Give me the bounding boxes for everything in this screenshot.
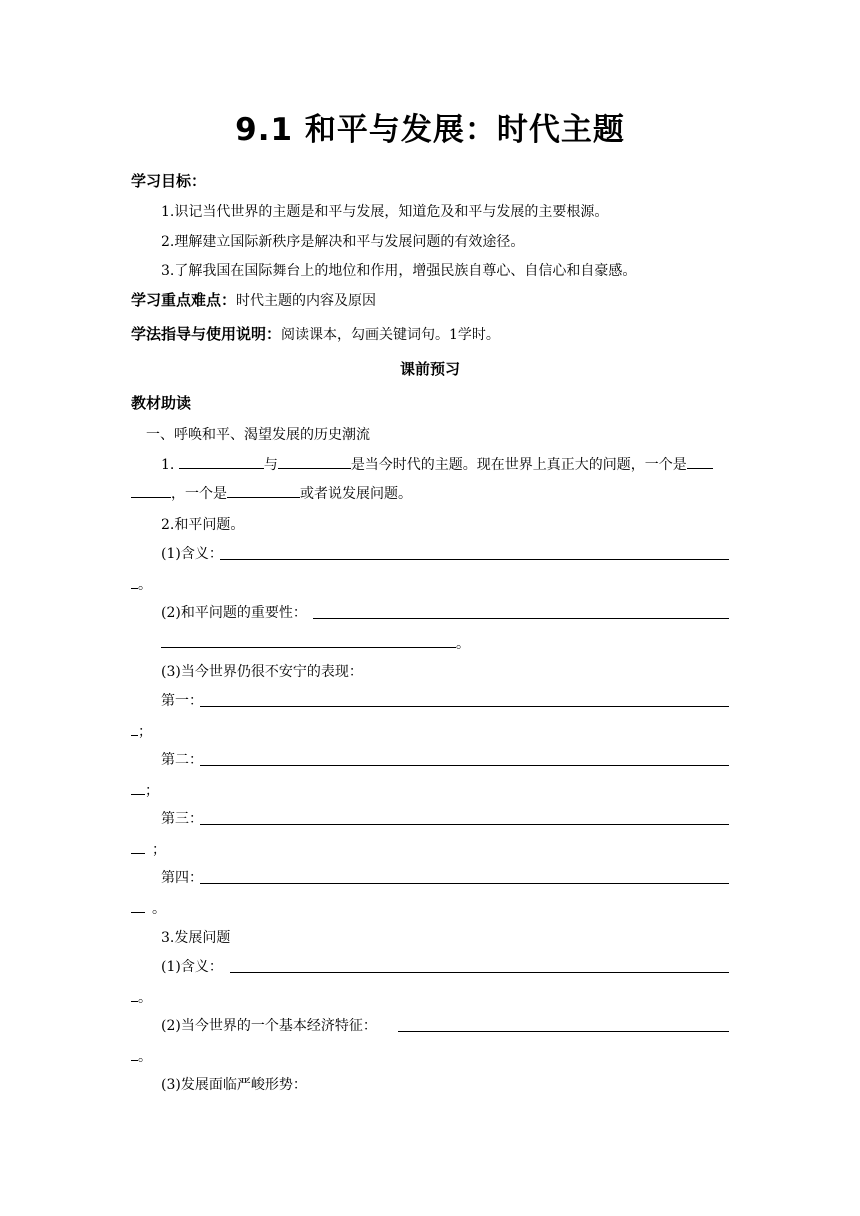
q1-line2 [131,483,412,503]
q1-end: 或者说发展问题。 [300,486,412,502]
semicolon-mark: ； [138,724,152,740]
q1-and: 与 [263,457,278,473]
objective-item: 1.识记当代世界的主题是和平与发展，知道危及和平与发展的主要根源。 [161,204,609,220]
period-mark: 。 [152,901,166,917]
answer-line[interactable] [200,765,729,766]
answer-line[interactable] [200,824,729,825]
answer-line[interactable] [131,735,138,736]
objective-item: 2.理解建立国际新秩序是解决和平与发展问题的有效途径。 [161,234,525,250]
key-points-row [131,289,376,310]
key-points-label: 学习重点难点： [131,291,237,309]
preview-heading: 课前预习 [399,360,460,378]
blank-field[interactable] [227,483,300,498]
period-mark: 。 [456,636,470,652]
answer-line[interactable] [131,1001,138,1002]
third-label: 第三： [161,811,203,827]
answer-line[interactable] [131,853,145,854]
q2-unrest-label: (3)当今世界仍很不安宁的表现： [161,664,363,680]
q3-severe-label: (3)发展面临严峻形势： [161,1077,307,1093]
q1-line1 [161,454,713,474]
second-label: 第二： [161,752,203,768]
q1-prefix: 1. [161,457,179,473]
page-title: 9.1 和平与发展：时代主题 [235,112,625,148]
q3-meaning-label: (1)含义： [161,959,223,975]
q2-importance-label: (2)和平问题的重要性： [161,605,307,621]
q1-mid: 是当今时代的主题。现在世界上真正大的问题，一个是 [350,457,687,473]
semicolon-mark: ； [152,842,166,858]
first-label: 第一： [161,693,203,709]
period-mark: 。 [138,990,152,1006]
answer-line[interactable] [200,706,729,707]
part1-title: 一、呼唤和平、渴望发展的历史潮流 [146,427,370,443]
answer-line[interactable] [131,1060,138,1061]
semicolon-mark: ； [145,783,159,799]
blank-field[interactable] [131,483,171,498]
answer-line[interactable] [200,883,729,884]
method-row [131,323,500,344]
q1-one-is: ，一个是 [171,486,227,502]
answer-line[interactable] [131,912,145,913]
answer-line[interactable] [220,559,729,560]
q3-title: 3.发展问题 [161,930,231,946]
period-mark: 。 [138,1049,152,1065]
answer-line[interactable] [131,588,138,589]
answer-line[interactable] [131,794,145,795]
blank-field[interactable] [278,454,351,469]
blank-field[interactable] [179,454,264,469]
method-text: 阅读课本，勾画关键词句。1学时。 [281,327,500,343]
q3-feature-label: (2)当今世界的一个基本经济特征： [161,1018,377,1034]
blank-field[interactable] [687,454,713,469]
objectives-heading: 学习目标： [131,172,207,190]
q2-title: 2.和平问题。 [161,517,245,533]
q2-meaning-label: (1)含义： [161,546,223,562]
answer-line[interactable] [230,972,729,973]
period-mark: 。 [138,577,152,593]
fourth-label: 第四： [161,870,203,886]
objective-item: 3.了解我国在国际舞台上的地位和作用，增强民族自尊心、自信心和自豪感。 [161,263,637,279]
key-points-text: 时代主题的内容及原因 [236,293,377,309]
answer-line[interactable] [161,647,456,648]
answer-line[interactable] [398,1031,729,1032]
method-label: 学法指导与使用说明： [131,325,282,343]
reading-heading: 教材助读 [131,394,192,412]
answer-line[interactable] [313,618,729,619]
